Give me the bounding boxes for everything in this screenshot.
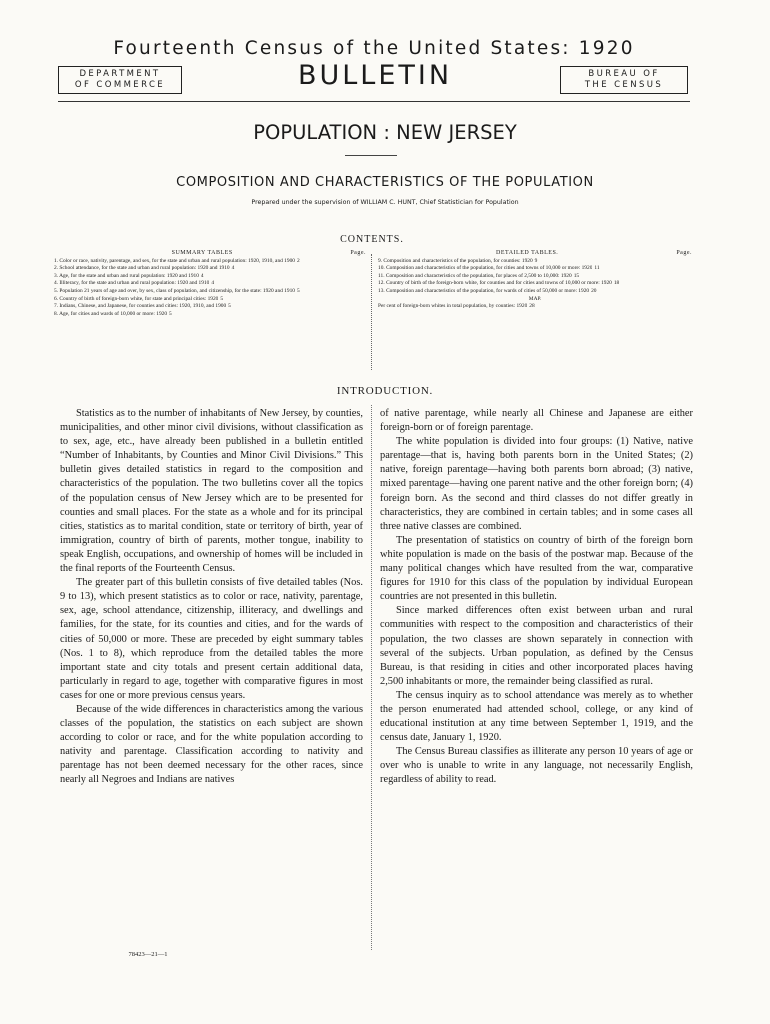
header-rule <box>58 101 690 102</box>
contents-item <box>54 303 366 311</box>
contents-item-page: 20 <box>591 287 597 294</box>
summary-tables-header <box>54 250 366 258</box>
prepared-by-line: Prepared under the supervision of WILLIAM C. HUNT, Chief Statistician for Population <box>251 199 519 206</box>
intro-paragraph: The census inquiry as to school attendance was merely as to whether the person enumerated had attended school, college, or any kind of educational institution at any time between September 1, 1919, and the census date, January 1, 1920. <box>380 689 693 744</box>
contents-item-page: 11 <box>594 265 600 272</box>
contents-item-text: 13. Composition and characteristics of the population, for wards of cities of 50,000 or more: 1920 <box>378 287 590 294</box>
contents-item-page: 9 <box>534 257 538 264</box>
column-divider <box>371 405 372 950</box>
map-item-page: 28 <box>529 303 535 310</box>
contents-item <box>54 265 366 273</box>
contents-item-page: 5 <box>228 303 231 310</box>
page-subtitle: COMPOSITION AND CHARACTERISTICS OF THE POPULATION <box>176 175 594 190</box>
contents-item-text: 4. Illiteracy, for the state and urban and rural population: 1920 and 1910 <box>54 280 210 287</box>
contents-item <box>378 280 692 288</box>
contents-item <box>54 288 366 296</box>
contents-item-text: 11. Composition and characteristics of the population, for places of 2,500 to 10,000: 1920 <box>378 272 572 279</box>
contents-item-text: 6. Country of birth of foreign-born white, for state and principal cities: 1920 <box>54 295 219 302</box>
intro-paragraph: The Census Bureau classifies as illiterate any person 10 years of age or over who is unable to write in any language, not necessarily English, regardless of ability to read. <box>380 746 693 786</box>
intro-paragraph: The white population is divided into four groups: (1) Native, native parentage—that is, having both parents born in the United States; (2) native, foreign parentage—having both parents born abroad; (3) native, mixed parentage—having one parent native and the other foreign born; (4) foreign born. As the second and third classes do not differ greatly in characteristics, they are combined in certain tables; and in some cases all three native classes are combined. <box>380 436 693 532</box>
title-rule <box>345 155 397 156</box>
contents-item <box>378 273 692 281</box>
contents-item-text: 3. Age, for the state and urban and rural population: 1920 and 1910 <box>54 272 199 279</box>
contents-item-text: 8. Age, for cities and wards of 10,000 or more: 1920 <box>54 310 168 317</box>
intro-paragraph: The presentation of statistics on country of birth of the foreign born white population is made on the basis of the postwar map. Because of the many political changes which have resulted from the war, comparative figures for 1910 for this class of the population by individual European countries are not presented in this bulletin. <box>380 534 693 603</box>
contents-item-text: 2. School attendance, for the state and urban and rural population: 1920 and 1910 <box>54 265 230 272</box>
bureau-box <box>560 66 688 94</box>
contents-item-text: 7. Indians, Chinese, and Japanese, for counties and cities: 1920, 1910, and 1900 <box>54 303 227 310</box>
detailed-tables-list <box>378 250 692 311</box>
bulletin-heading: BULLETIN <box>297 60 453 91</box>
bureau-line-2: THE CENSUS <box>584 80 664 90</box>
contents-item-page: 5 <box>220 295 224 302</box>
print-code: 78423—21—1 <box>128 951 168 958</box>
department-line-2: OF COMMERCE <box>74 80 166 90</box>
contents-item-text: 12. Country of birth of the foreign-born white, for counties and for cities and towns of 10,000 or more: 1920 <box>378 280 612 287</box>
contents-item-text: 1. Color or race, nativity, parentage, and sex, for the state and urban and rural population: 1920, 1910, and 1900 <box>54 257 295 264</box>
census-title: Fourteenth Census of the United States: 1920 <box>113 38 635 59</box>
intro-paragraph: Since marked differences often exist between urban and rural communities with respect to the composition and characteristics of their population, the two classes are shown separately in connection with several of the subjects. Urban population, as defined by the Census Bureau, is that residing in cities and other incorporated places having 2,500 inhabitants or more, the remainder being classified as rural. <box>380 605 693 687</box>
contents-item-page: 5 <box>169 310 172 317</box>
intro-paragraph: Because of the wide differences in characteristics among the various classes of the population, the statistics on each subject are shown according to color or race, and for the white population according to nativity and parentage. Classification according to nativity and parentage has not been deemed necessary for the other races, since nearly all Negroes and Indians are natives <box>60 703 363 786</box>
page-column-label: Page. <box>350 250 366 256</box>
contents-item <box>54 273 366 281</box>
contents-item <box>54 296 366 304</box>
contents-item-page: 18 <box>613 280 620 287</box>
contents-item-page: 2 <box>296 257 300 264</box>
page-title: POPULATION : NEW JERSEY <box>253 121 517 144</box>
map-heading: MAP. <box>528 295 542 302</box>
contents-item-text: 5. Population 21 years of age and over, by sex, class of population, and citizenship, for the state: 1920 and 1910 <box>54 287 295 294</box>
contents-item-page: 15 <box>573 272 580 279</box>
contents-item-text: 9. Composition and characteristics of the population, for counties: 1920 <box>378 257 533 264</box>
contents-item <box>378 258 692 266</box>
contents-item <box>54 311 366 319</box>
summary-tables-heading: SUMMARY TABLES <box>171 250 233 256</box>
contents-item-page: 4 <box>231 265 235 272</box>
contents-item <box>54 258 366 266</box>
contents-item-page: 4 <box>211 280 215 287</box>
bureau-line-1: BUREAU OF <box>588 69 660 79</box>
department-line-1: DEPARTMENT <box>79 69 161 79</box>
map-item <box>378 303 692 311</box>
contents-heading: CONTENTS. <box>340 234 404 245</box>
introduction-heading: INTRODUCTION. <box>336 385 434 397</box>
contents-item <box>378 288 692 296</box>
intro-paragraph: Statistics as to the number of inhabitants of New Jersey, by counties, municipalities, and other minor civil divisions, without classification as to sex, age, etc., have already been published in a bulletin entitled “Number of Inhabitants, by Counties and Minor Civil Divisions.” This bulletin gives detailed statistics in regard to the composition and characteristics of the population. The two bulletins cover all the topics of the population census of New Jersey which are to be presented for counties and small places. For the state as a whole and for its principal cities, statistics as to marital condition, state or territory of birth, year of immigration, country of birth of parents, mother tongue, inability to speak English, occupations, and ownership of homes will be included in the final reports of the Fourteenth Census. <box>60 408 363 575</box>
detailed-tables-header <box>378 250 692 258</box>
contents-item-text: 10. Composition and characteristics of the population, for cities and towns of 10,000 or more: 1920 <box>378 265 593 272</box>
summary-tables-list <box>54 250 366 318</box>
contents-divider <box>371 254 372 370</box>
contents-item-page: 4 <box>200 272 204 279</box>
page-column-label: Page. <box>676 250 692 256</box>
map-item-text: Per cent of foreign-born whites in total population, by counties: 1920 <box>378 303 528 310</box>
contents-item-page: 5 <box>296 287 300 294</box>
intro-paragraph-continued: of native parentage, while nearly all Chinese and Japanese are either foreign-born or of foreign parentage. <box>380 408 693 434</box>
department-box <box>58 66 182 94</box>
intro-left-column <box>60 407 363 788</box>
detailed-tables-heading: DETAILED TABLES. <box>496 250 559 256</box>
contents-item <box>54 280 366 288</box>
intro-right-column <box>380 407 693 788</box>
intro-paragraph: The greater part of this bulletin consists of five detailed tables (Nos. 9 to 13), which present statistics as to color or race, nativity, parentage, sex, age, school attendance, citizenship, illiteracy, and dwellings and families, for the state, for its counties and cities, and for the wards of cities of 50,000 or more. These are preceded by eight summary tables (Nos. 1 to 8), which reproduce from the detailed tables the more important state and city totals and present certain additional data, particularly in regard to age, together with comparative figures in most cases for one or more previous census years. <box>60 577 363 701</box>
contents-item <box>378 265 692 273</box>
